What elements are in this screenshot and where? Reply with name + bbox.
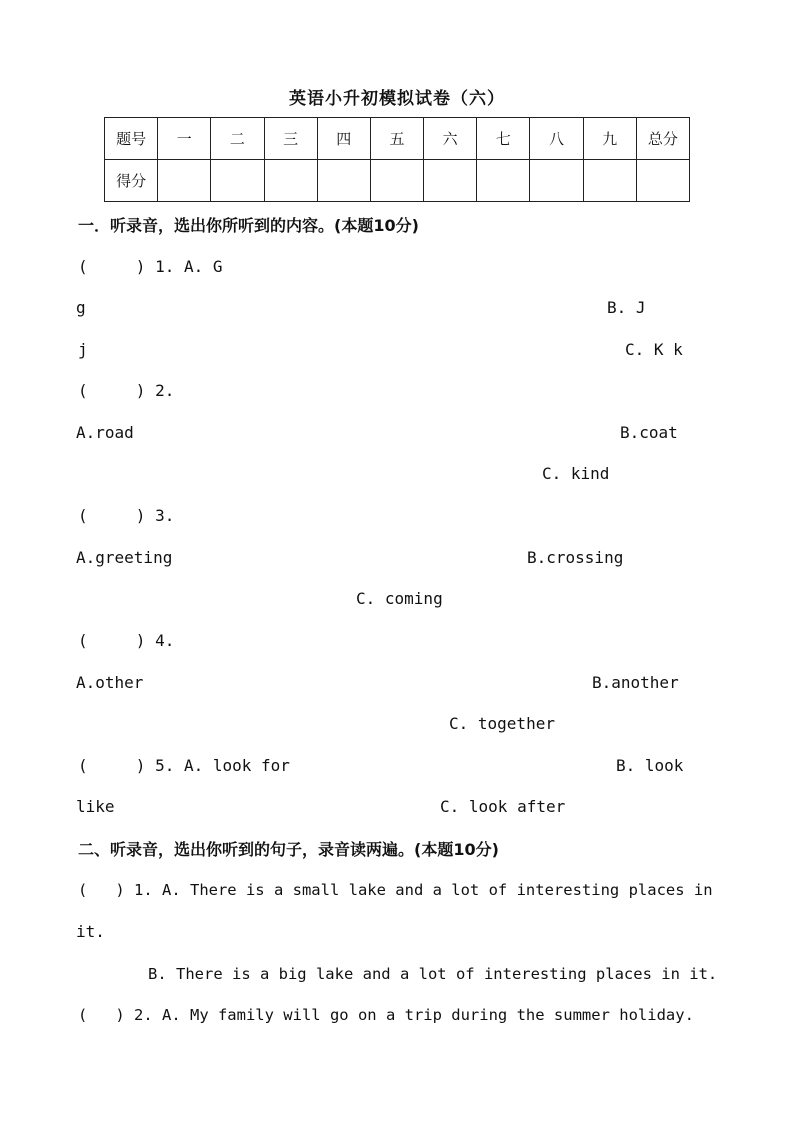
score-cell: 七 — [477, 118, 530, 160]
score-input-cell[interactable] — [370, 160, 423, 202]
score-table-header-row — [105, 118, 690, 160]
score-table-score-row — [105, 160, 690, 202]
q3-option-a: A.greeting — [76, 548, 173, 567]
q4-option-a: A.other — [76, 673, 144, 692]
s2-q2-option-a: ( ) 2. A. My family will go on a trip during the summer holiday. — [78, 1006, 694, 1024]
score-cell: 题号 — [105, 118, 158, 160]
score-cell: 总分 — [636, 118, 689, 160]
q5-option-c: C. look after — [440, 797, 566, 816]
q5-stem: ( ) 5. A. look for — [78, 756, 290, 775]
q5-option-b: B. look — [616, 756, 684, 775]
s2-q1-option-b: B. There is a big lake and a lot of interesting places in it. — [148, 965, 718, 983]
q4-stem: ( ) 4. — [78, 631, 175, 650]
score-input-cell[interactable] — [424, 160, 477, 202]
q5-option-b-cont: like — [76, 797, 115, 816]
score-input-cell[interactable] — [264, 160, 317, 202]
score-table — [104, 117, 690, 202]
page-title: 英语小升初模拟试卷（六） — [289, 89, 505, 109]
score-cell: 一 — [158, 118, 211, 160]
q1-option-b: B. J — [607, 298, 646, 317]
q1-option-c: C. K k — [625, 340, 683, 359]
q3-stem: ( ) 3. — [78, 506, 175, 525]
q1-option-b-cont: j — [78, 340, 88, 359]
score-cell: 四 — [317, 118, 370, 160]
score-input-cell[interactable] — [530, 160, 583, 202]
q2-stem: ( ) 2. — [78, 381, 175, 400]
q2-option-b: B.coat — [620, 423, 678, 442]
score-cell: 二 — [211, 118, 264, 160]
score-input-cell[interactable] — [636, 160, 689, 202]
score-cell: 八 — [530, 118, 583, 160]
score-input-cell[interactable] — [211, 160, 264, 202]
score-cell: 五 — [370, 118, 423, 160]
s2-q1-option-a: ( ) 1. A. There is a small lake and a lot of interesting places in — [78, 881, 713, 899]
s2-q1-option-a-cont: it. — [76, 922, 105, 941]
q4-option-b: B.another — [592, 673, 679, 692]
score-input-cell[interactable] — [317, 160, 370, 202]
q2-option-c: C. kind — [542, 464, 610, 483]
score-label-cell: 得分 — [105, 160, 158, 202]
score-input-cell[interactable] — [583, 160, 636, 202]
q3-option-c: C. coming — [356, 589, 443, 608]
score-input-cell[interactable] — [158, 160, 211, 202]
q3-option-b: B.crossing — [527, 548, 624, 567]
q2-option-a: A.road — [76, 423, 134, 442]
score-input-cell[interactable] — [477, 160, 530, 202]
score-cell: 六 — [424, 118, 477, 160]
score-cell: 九 — [583, 118, 636, 160]
score-cell: 三 — [264, 118, 317, 160]
section2-heading: 二、听录音，选出你听到的句子，录音读两遍。(本题10分) — [78, 840, 499, 859]
q1-option-a-cont: g — [76, 298, 86, 317]
section1-heading: 一．听录音，选出你所听到的内容。(本题10分) — [78, 216, 419, 235]
q1-stem: ( ) 1. A. G — [78, 257, 223, 276]
q4-option-c: C. together — [449, 714, 555, 733]
